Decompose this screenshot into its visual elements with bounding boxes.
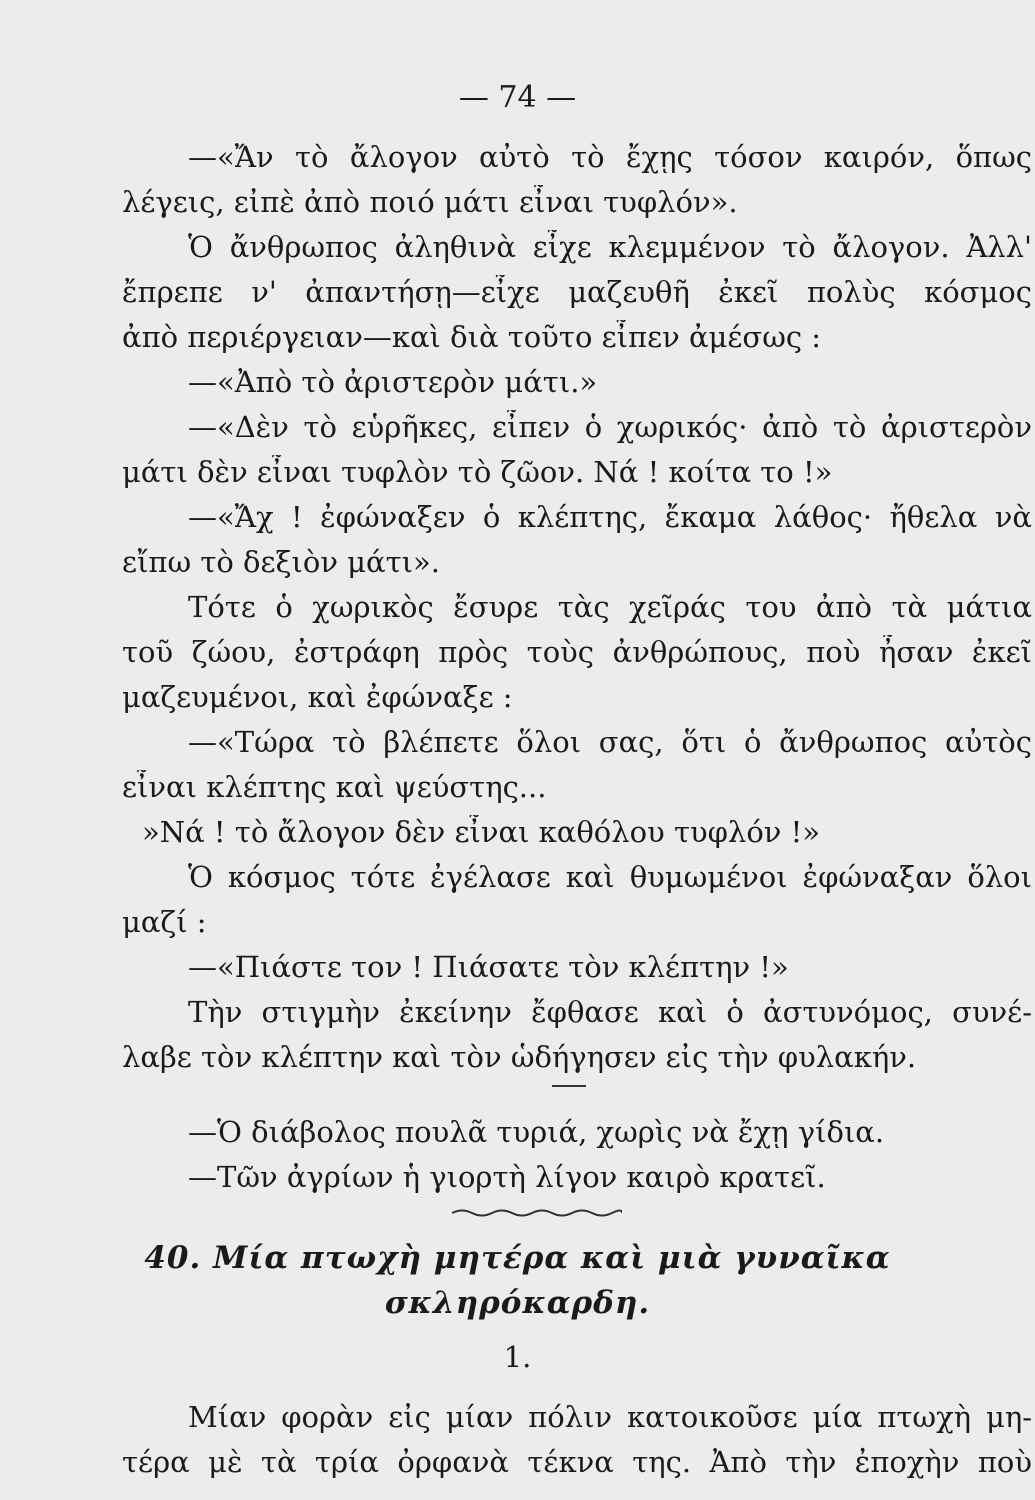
separator-dash xyxy=(552,1085,586,1087)
text-line: —«Ἀπὸ τὸ ἀριστερὸν μάτι.» xyxy=(188,365,598,399)
text-line: ἔπρεπε ν' ἀπαντήσῃ—εἶχε μαζευθῆ ἐκεῖ πολὺς κόσμος xyxy=(122,275,1032,309)
chapter-title-cont: σκληρόκαρδη. xyxy=(384,1285,651,1321)
text-line: λέγεις, εἰπὲ ἀπὸ ποιό μάτι εἶναι τυφλόν». xyxy=(122,185,738,219)
separator-ornament xyxy=(452,1208,622,1218)
text-line: Τὴν στιγμὴν ἐκείνην ἔφθασε καὶ ὁ ἀστυνόμος, συνέ- xyxy=(188,995,1032,1029)
text-line: ἀπὸ περιέργειαν—καὶ διὰ τοῦτο εἶπεν ἀμέσως : xyxy=(122,320,822,354)
page-number: — 74 — xyxy=(458,80,577,115)
text-line: Μίαν φορὰν εἰς μίαν πόλιν κατοικοῦσε μία πτωχὴ μη- xyxy=(188,1400,1032,1434)
text-line: εἴπω τὸ δεξιὸν μάτι». xyxy=(122,545,440,579)
text-line: —«Τώρα τὸ βλέπετε ὅλοι σας, ὅτι ὁ ἄνθρωπος αὐτὸς xyxy=(188,725,1032,759)
text-line: Ὁ κόσμος τότε ἐγέλασε καὶ θυμωμένοι ἐφώναξαν ὅλοι xyxy=(188,860,1032,894)
text-line: λαβε τὸν κλέπτην καὶ τὸν ὡδήγησεν εἰς τὴν φυλακήν. xyxy=(122,1040,917,1074)
text-line: —«Δὲν τὸ εὑρῆκες, εἶπεν ὁ χωρικός· ἀπὸ τὸ ἀριστερὸν xyxy=(188,410,1032,444)
proverb-line: —Τῶν ἀγρίων ἡ γιορτὴ λίγον καιρὸ κρατεῖ. xyxy=(188,1160,826,1194)
text-line: τέρα μὲ τὰ τρία ὀρφανὰ τέκνα της. Ἀπὸ τὴν ἐποχὴν ποὺ xyxy=(122,1445,1032,1479)
chapter-title: 40. Μία πτωχὴ μητέρα καὶ μιὰ γυναῖκα xyxy=(144,1240,891,1276)
section-number: 1. xyxy=(503,1340,532,1374)
text-line: μάτι δὲν εἶναι τυφλὸν τὸ ζῶον. Νά ! κοίτα το !» xyxy=(122,455,833,489)
text-line: —«Ἄν τὸ ἄλογον αὐτὸ τὸ ἔχῃς τόσον καιρόν, ὅπως xyxy=(188,140,1032,174)
text-line: Τότε ὁ χωρικὸς ἔσυρε τὰς χεῖράς του ἀπὸ τὰ μάτια xyxy=(188,590,1032,624)
text-line: Ὁ ἄνθρωπος ἀληθινὰ εἶχε κλεμμένον τὸ ἄλογον. Ἀλλ' xyxy=(188,230,1032,264)
proverb-line: —Ὁ διάβολος πουλᾶ τυριά, χωρὶς νὰ ἔχῃ γίδια. xyxy=(188,1115,885,1149)
text-line: »Νά ! τὸ ἄλογον δὲν εἶναι καθόλου τυφλόν !» xyxy=(142,815,821,849)
text-line: —«Ἄχ ! ἐφώναξεν ὁ κλέπτης, ἔκαμα λάθος· ἤθελα νὰ xyxy=(188,500,1032,534)
text-line: μαζευμένοι, καὶ ἐφώναξε : xyxy=(122,680,513,714)
text-line: μαζί : xyxy=(122,905,207,939)
text-line: τοῦ ζώου, ἐστράφη πρὸς τοὺς ἀνθρώπους, ποὺ ἦσαν ἐκεῖ xyxy=(122,635,1032,669)
text-line: —«Πιάστε τον ! Πιάσατε τὸν κλέπτην !» xyxy=(188,950,789,984)
text-line: εἶναι κλέπτης καὶ ψεύστης... xyxy=(122,770,547,804)
